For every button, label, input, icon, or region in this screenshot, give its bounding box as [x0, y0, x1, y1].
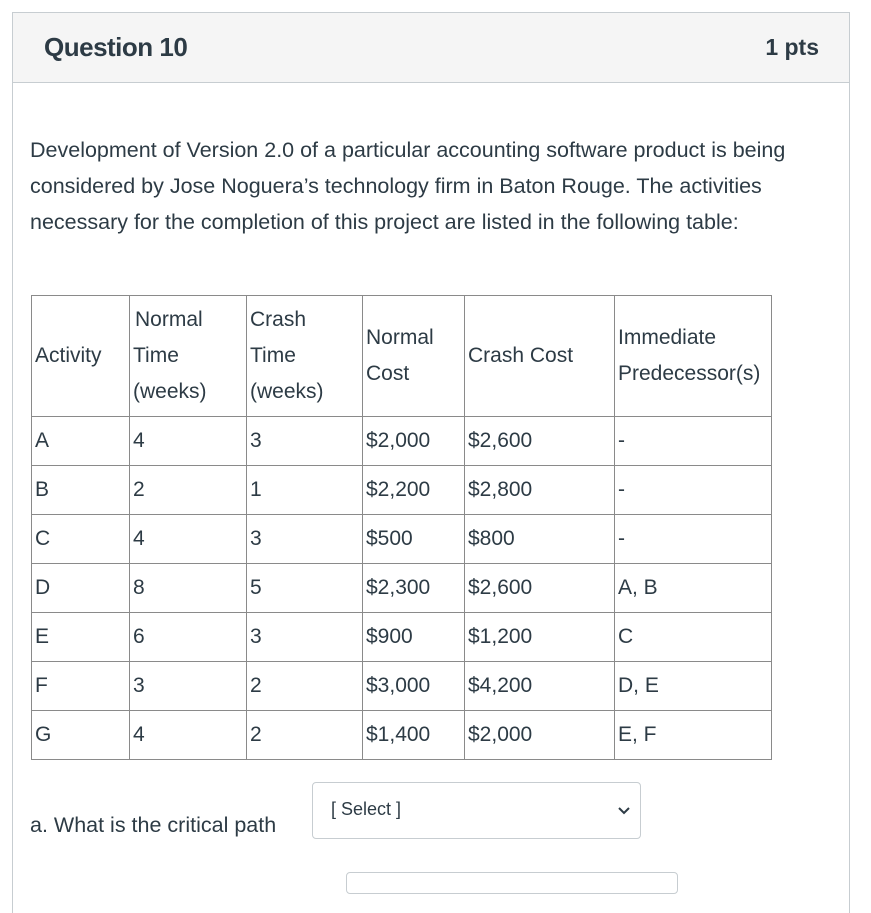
header-normal-cost-line1: Normal	[366, 326, 434, 349]
header-predecessors-line2: Predecessor(s)	[618, 362, 761, 385]
part-a-question: a. What is the critical path	[30, 813, 277, 837]
table-row	[32, 515, 772, 564]
cell-crash-cost: $2,600	[465, 564, 615, 613]
cell-activity: E	[32, 613, 130, 662]
cell-crash-time: 2	[247, 662, 363, 711]
cell-activity: B	[32, 466, 130, 515]
cell-predecessors: -	[615, 515, 772, 564]
cell-normal-time: 4	[130, 515, 247, 564]
cell-crash-time: 3	[247, 515, 363, 564]
cell-normal-time: 4	[130, 711, 247, 760]
header-normal-time-line1: Normal	[135, 308, 203, 331]
cell-predecessors: A, B	[615, 564, 772, 613]
cell-activity: A	[32, 417, 130, 466]
table-row	[32, 417, 772, 466]
next-select[interactable]	[346, 872, 678, 894]
header-normal-cost	[363, 296, 465, 417]
cell-normal-cost: $2,000	[363, 417, 465, 466]
question-points: 1 pts	[765, 34, 819, 60]
cell-activity: D	[32, 564, 130, 613]
cell-predecessors: -	[615, 466, 772, 515]
cell-activity: F	[32, 662, 130, 711]
header-crash-cost: Crash Cost	[465, 296, 615, 417]
cell-normal-time: 6	[130, 613, 247, 662]
header-normal-time-line3: (weeks)	[133, 380, 207, 403]
cell-normal-time: 3	[130, 662, 247, 711]
cell-crash-cost: $1,200	[465, 613, 615, 662]
cell-predecessors: -	[615, 417, 772, 466]
header-predecessors	[615, 296, 772, 417]
header-normal-cost-line2: Cost	[366, 362, 410, 385]
table-row	[32, 466, 772, 515]
cell-normal-cost: $3,000	[363, 662, 465, 711]
table-header-row	[32, 296, 772, 417]
critical-path-select[interactable]	[312, 782, 641, 839]
table-row	[32, 613, 772, 662]
header-crash-time-line2: Time	[250, 344, 296, 367]
header-normal-time-line2: Time	[133, 344, 179, 367]
cell-normal-cost: $1,400	[363, 711, 465, 760]
cell-crash-cost: $2,600	[465, 417, 615, 466]
header-crash-time-line3: (weeks)	[250, 380, 324, 403]
cell-normal-cost: $500	[363, 515, 465, 564]
header-crash-time-line1: Crash	[250, 308, 307, 331]
cell-activity: C	[32, 515, 130, 564]
question-title: Question 10	[44, 32, 188, 62]
cell-normal-cost: $900	[363, 613, 465, 662]
header-activity: Activity	[32, 296, 130, 417]
cell-normal-cost: $2,300	[363, 564, 465, 613]
header-crash-time	[247, 296, 363, 417]
cell-predecessors: C	[615, 613, 772, 662]
cell-activity: G	[32, 711, 130, 760]
cell-crash-cost: $800	[465, 515, 615, 564]
question-header	[13, 13, 849, 83]
cell-normal-cost: $2,200	[363, 466, 465, 515]
header-normal-time	[130, 296, 247, 417]
header-predecessors-line1: Immediate	[618, 326, 717, 349]
cell-predecessors: E, F	[615, 711, 772, 760]
activity-table	[31, 295, 772, 760]
cell-crash-time: 3	[247, 613, 363, 662]
chevron-down-icon	[614, 801, 634, 821]
cell-crash-cost: $2,800	[465, 466, 615, 515]
table-row	[32, 711, 772, 760]
cell-crash-time: 5	[247, 564, 363, 613]
cell-crash-time: 2	[247, 711, 363, 760]
cell-crash-cost: $4,200	[465, 662, 615, 711]
cell-crash-time: 3	[247, 417, 363, 466]
cell-crash-cost: $2,000	[465, 711, 615, 760]
cell-predecessors: D, E	[615, 662, 772, 711]
cell-crash-time: 1	[247, 466, 363, 515]
table-row	[32, 662, 772, 711]
cell-normal-time: 8	[130, 564, 247, 613]
question-prompt: Development of Version 2.0 of a particular accounting software product is being considered by Jose Noguera’s technology firm in Baton Rouge. The activities necessary for the completion of this project are listed in the following table:	[30, 138, 786, 234]
cell-normal-time: 4	[130, 417, 247, 466]
cell-normal-time: 2	[130, 466, 247, 515]
select-label: [ Select ]	[331, 799, 402, 819]
table-row	[32, 564, 772, 613]
